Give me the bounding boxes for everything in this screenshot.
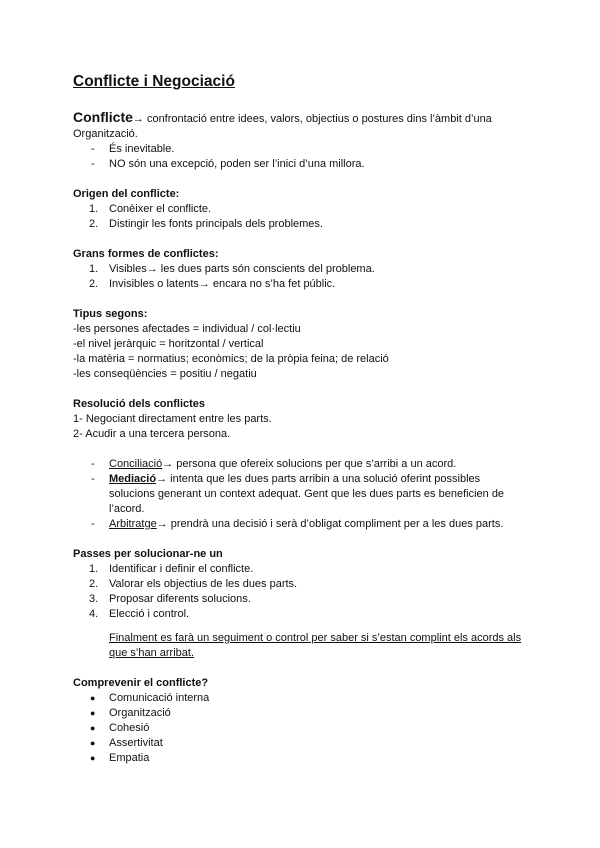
passes-note: Finalment es farà un seguiment o control per saber si s’estan complint els acords als que s’han arribat.: [109, 632, 522, 659]
list-item: ● Assertivitat: [90, 737, 163, 749]
section-heading: Grans formes de conflictes:: [73, 248, 219, 260]
section-heading: Origen del conflicte:: [73, 188, 180, 200]
passes-section: [73, 547, 528, 661]
origen-list: [73, 202, 528, 232]
document-title: Conflicte i Negociació: [73, 73, 235, 90]
text-line: -la matèria = normatius; econòmics; de la pròpia feina; de relació: [73, 353, 389, 365]
origen-section: [73, 187, 528, 232]
definition-text: confrontació entre idees, valors, objectius o postures dins l’àmbit d’una Organització.: [73, 113, 492, 140]
list-item: 2. Distingir les fonts principals dels problemes.: [89, 218, 323, 230]
comprendre-list: [73, 691, 528, 766]
list-item: - És inevitable.: [91, 143, 175, 155]
bullet-icon: ●: [90, 693, 96, 703]
definition-paragraph: [73, 110, 528, 142]
section-heading: Resolució dels conflictes: [73, 398, 206, 410]
list-item: - Mediació→ intenta que les dues parts arribin a una solució oferint possibles solucions generant un context adequat. Gent que les dues parts es beneficien de l’acord.: [91, 473, 505, 515]
list-item: 1. Identificar i definir el conflicte.: [89, 563, 254, 575]
list-item: ● Empatia: [90, 752, 150, 764]
list-item: 2. Valorar els objectius de les dues parts.: [89, 578, 298, 590]
dash-marker: -: [91, 473, 95, 485]
formes-list: [73, 262, 528, 292]
tipus-section: [73, 307, 528, 382]
definition-arrow: →: [132, 113, 144, 125]
list-item: ● Cohesió: [90, 722, 150, 734]
text-line: -les persones afectades = individual / col·lectiu: [73, 323, 301, 335]
dash-marker: -: [91, 458, 95, 470]
bullet-icon: ●: [90, 753, 96, 763]
list-item: 2. Invisibles o latents→ encara no s’ha fet públic.: [89, 278, 336, 290]
text-line: -les conseqüències = positiu / negatiu: [73, 368, 257, 380]
section-heading: Passes per solucionar-ne un: [73, 548, 223, 560]
list-item: - Conciliació→ persona que ofereix solucions per que s’arribi a un acord.: [91, 458, 457, 470]
definition-bullets: [73, 142, 528, 172]
definition-term: Conflicte: [73, 109, 133, 125]
bullet-icon: ●: [90, 738, 96, 748]
text-line: -el nivel jeràrquic = horitzontal / vertical: [73, 338, 264, 350]
method-term: Conciliació: [109, 458, 163, 470]
list-item: 3. Proposar diferents solucions.: [89, 593, 251, 605]
text-line: 2- Acudir a una tercera persona.: [73, 428, 231, 440]
dash-marker: -: [91, 518, 95, 530]
dash-marker: -: [91, 158, 95, 170]
bullet-icon: ●: [90, 708, 96, 718]
dash-marker: -: [91, 143, 95, 155]
section-heading: Tipus segons:: [73, 308, 148, 320]
method-term: Mediació: [109, 473, 157, 485]
list-item: - NO són una excepció, poden ser l’inici d’una millora.: [91, 158, 365, 170]
section-heading: Comprevenir el conflicte?: [73, 677, 209, 689]
formes-section: [73, 247, 528, 292]
list-item: ● Comunicació interna: [90, 692, 210, 704]
text-line: 1- Negociant directament entre les parts.: [73, 413, 272, 425]
resolucio-methods: [73, 457, 528, 532]
list-item: ● Organització: [90, 707, 171, 719]
comprendre-section: [73, 676, 528, 766]
list-item: 1. Visibles→ les dues parts són conscients del problema.: [89, 263, 375, 275]
passes-list: [73, 562, 528, 622]
list-item: - Arbitratge→ prendrà una decisió i serà d’obligat compliment per a les dues parts.: [91, 518, 504, 530]
method-term: Arbitratge: [109, 518, 157, 530]
list-item: 1. Conèixer el conflicte.: [89, 203, 212, 215]
resolucio-section: [73, 397, 528, 532]
list-item: 4. Elecció i control.: [89, 608, 190, 620]
definition-block: [73, 110, 528, 172]
bullet-icon: ●: [90, 723, 96, 733]
